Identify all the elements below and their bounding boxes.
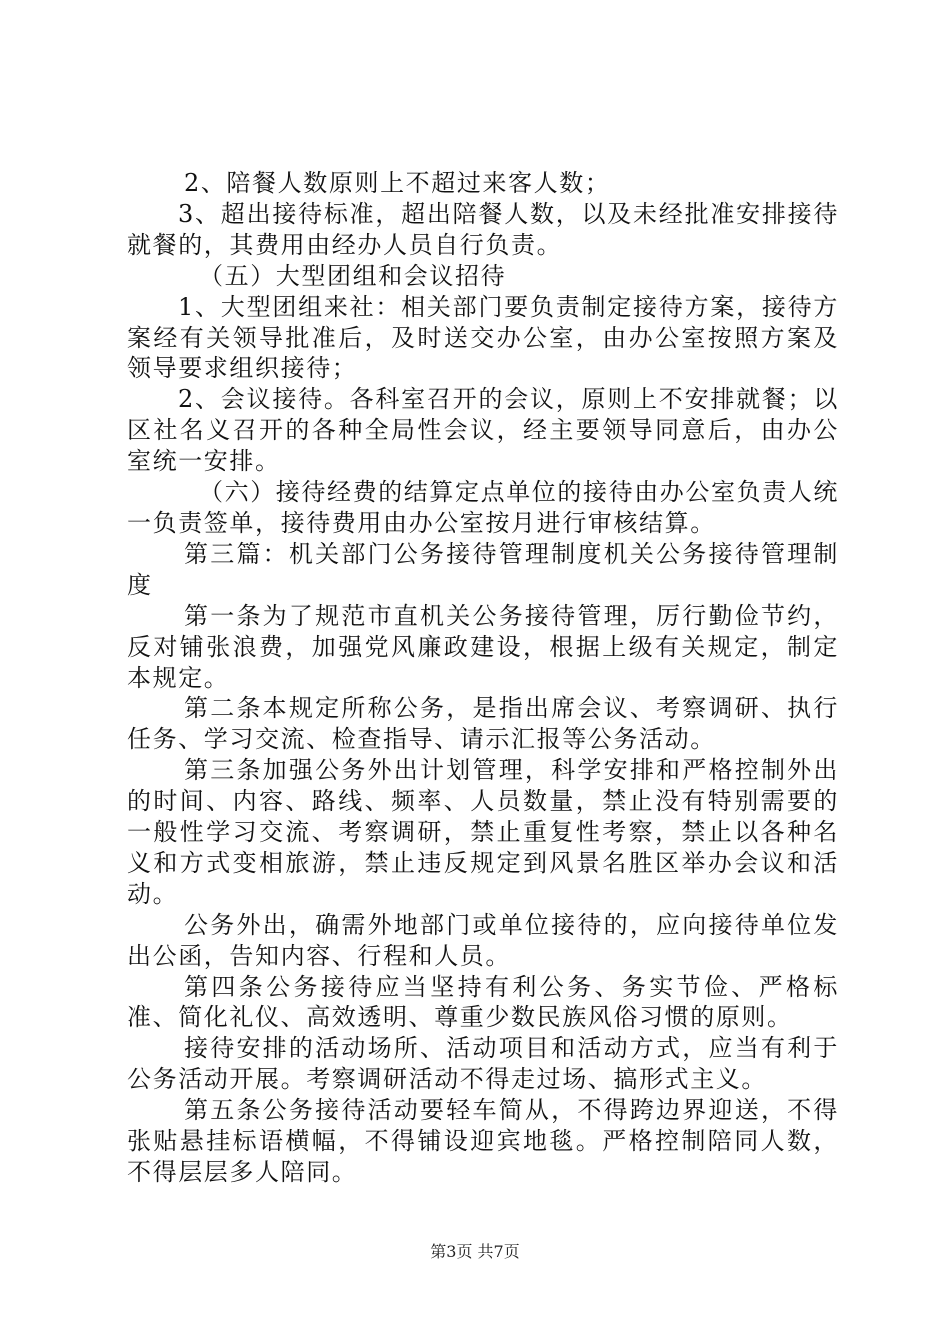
paragraph: （六）接待经费的结算定点单位的接待由办公室负责人统一负责签单，接待费用由办公室按月进行审核结算。 [127, 478, 839, 537]
page-footer: 第3页 共7页 [430, 1242, 520, 1261]
document-body [127, 168, 839, 1188]
paragraph: 第三条加强公务外出计划管理，科学安排和严格控制外出的时间、内容、路线、频率、人员数量，禁止没有特别需要的一般性学习交流、考察调研，禁止重复性考察，禁止以各种名义和方式变相旅游，禁止违反规定到风景名胜区举办会议和活动。 [127, 756, 839, 908]
paragraph: 第五条公务接待活动要轻车简从，不得跨边界迎送，不得张贴悬挂标语横幅，不得铺设迎宾地毯。严格控制陪同人数，不得层层多人陪同。 [127, 1096, 839, 1186]
section-heading: （五）大型团组和会议招待 [199, 261, 507, 290]
paragraph: 第二条本规定所称公务，是指出席会议、考察调研、执行任务、学习交流、检查指导、请示汇报等公务活动。 [127, 694, 839, 754]
paragraph: 第四条公务接待应当坚持有利公务、务实节俭、严格标准、简化礼仪、高效透明、尊重少数民族风俗习惯的原则。 [127, 972, 839, 1032]
paragraph: 1、大型团组来社：相关部门要负责制定接待方案，接待方案经有关领导批准后，及时送交办公室，由办公室按照方案及领导要求组织接待； [127, 292, 839, 383]
paragraph: 公务外出，确需外地部门或单位接待的，应向接待单位发出公函，告知内容、行程和人员。 [127, 910, 839, 970]
paragraph: 2、会议接待。各科室召开的会议，原则上不安排就餐；以区社名义召开的各种全局性会议，经主要领导同意后，由办公室统一安排。 [127, 385, 839, 476]
paragraph: 接待安排的活动场所、活动项目和活动方式，应当有利于公务活动开展。考察调研活动不得走过场、搞形式主义。 [127, 1034, 839, 1094]
paragraph: 2、陪餐人数原则上不超过来客人数； [184, 169, 611, 197]
paragraph: 第一条为了规范市直机关公务接待管理，厉行勤俭节约，反对铺张浪费，加强党风廉政建设，根据上级有关规定，制定本规定。 [127, 601, 839, 692]
chapter-heading: 第三篇：机关部门公务接待管理制度机关公务接待管理制度 [127, 539, 839, 599]
paragraph: 3、超出接待标准，超出陪餐人数，以及未经批准安排接待就餐的，其费用由经办人员自行负责。 [127, 199, 839, 259]
